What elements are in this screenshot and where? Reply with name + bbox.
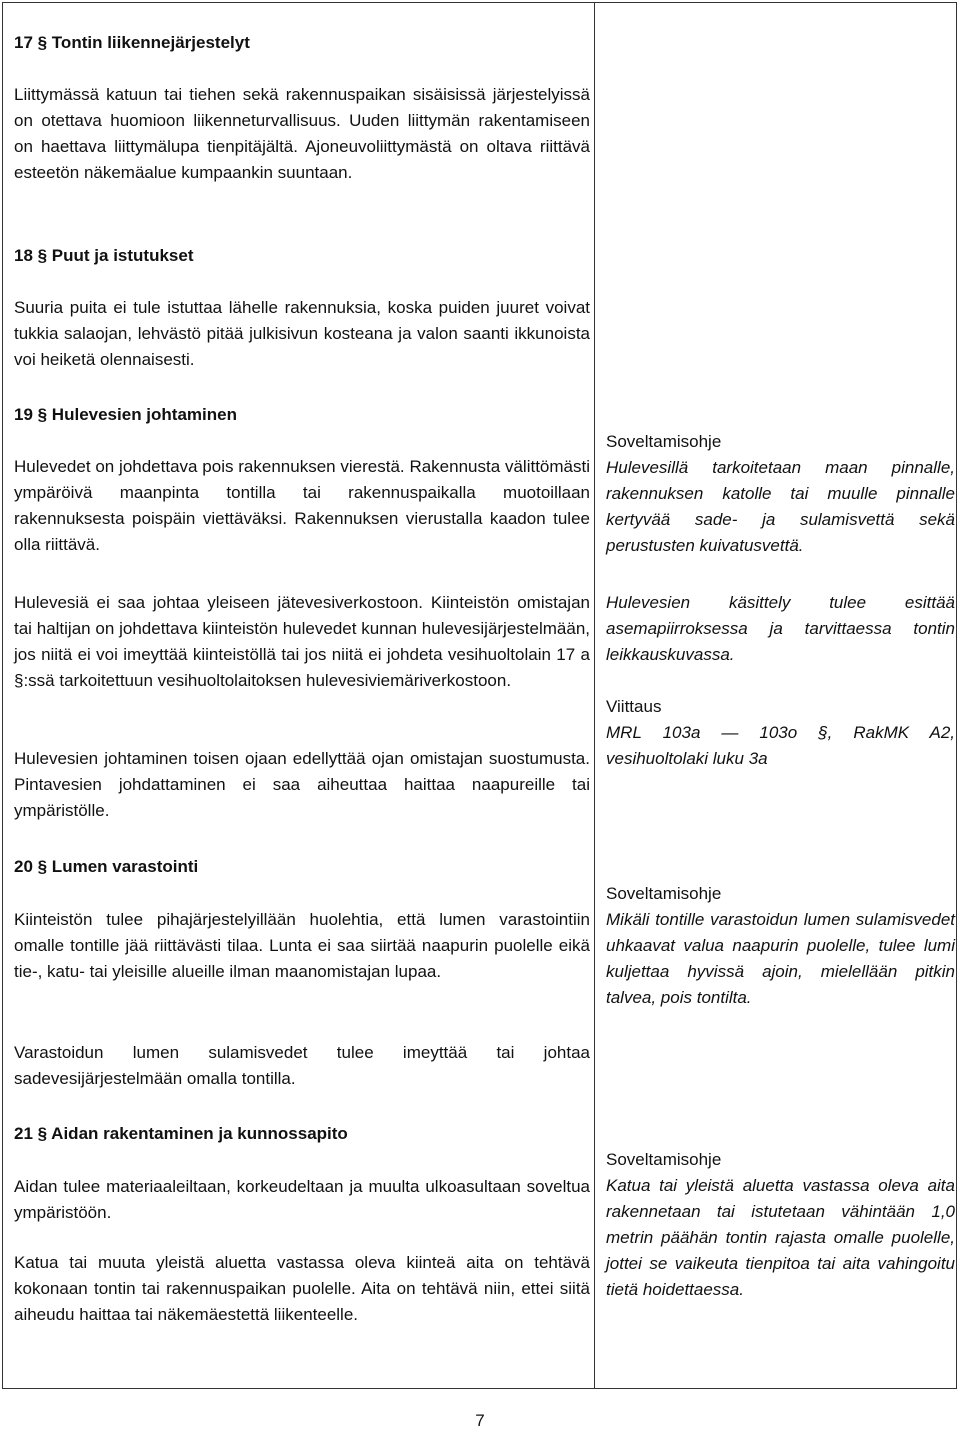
section-18-paragraph-1: Suuria puita ei tule istuttaa lähelle rakennuksia, koska puiden juuret voivat tukkia salaojan, lehvästö pitää julkisivun kosteana ja valon saanti ikkunoista voi heiketä olennaisesti.: [14, 298, 590, 369]
section-heading-18: 18 § Puut ja istutukset: [14, 246, 194, 265]
section-19-paragraph-2: Hulevesiä ei saa johtaa yleiseen jätevesiverkostoon. Kiinteistön omistajan tai haltijan on johdettava kiinteistön hulevedet kunnan hulevesijärjestelmään, jos niitä ei voi imeyttää kiinteistöllä tai jos niitä ei johdeta vesihuoltolain 17 a §:ssä tarkoitettuun vesihuoltolaitoksen hulevesiviemäriverkostoon.: [14, 593, 590, 690]
section-21-paragraph-1: Aidan tulee materiaaleiltaan, korkeudeltaan ja muulta ulkoasultaan soveltua ympäristöön.: [14, 1177, 590, 1222]
note-text: Katua tai yleistä aluetta vastassa oleva aita rakennetaan tai istutetaan vähintään 1,0 metrin päähän tontin rajasta omalle puolelle, jottei se vaikeuta tienpitoa tai aita vahingoitu tietä hoidettaessa.: [606, 1176, 955, 1299]
column-divider: [594, 2, 595, 1389]
reference-text: MRL 103a — 103o §, RakMK A2, vesihuoltolaki luku 3a: [606, 723, 955, 768]
section-heading-19: 19 § Hulevesien johtaminen: [14, 405, 237, 424]
note-title: Soveltamisohje: [606, 432, 722, 451]
page-number: 7: [475, 1411, 485, 1430]
note-title: Soveltamisohje: [606, 884, 722, 903]
note-text: Hulevesien käsittely tulee esittää asemapiirroksessa ja tarvittaessa tontin leikkauskuvassa.: [606, 593, 955, 664]
section-17-paragraph-1: Liittymässä katuun tai tiehen sekä rakennuspaikan sisäisissä järjestelyissä on otettava huomioon liikenneturvallisuus. Uuden liittymän rakentamiseen on haettava liittymälupa tienpitäjältä. Ajoneuvoliittymästä on oltava riittävä esteetön näkemäalue kumpaankin suuntaan.: [14, 85, 590, 182]
note-title: Soveltamisohje: [606, 1150, 722, 1169]
reference-title: Viittaus: [606, 697, 662, 716]
section-19-paragraph-3: Hulevesien johtaminen toisen ojaan edellyttää ojan omistajan suostumusta. Pintavesien johdattaminen ei saa aiheuttaa haittaa naapureille tai ympäristölle.: [14, 749, 590, 820]
note-text: Mikäli tontille varastoidun lumen sulamisvedet uhkaavat valua naapurin puolelle, tulee lumi kuljettaa hyvissä ajoin, mielellään pitkin talvea, pois tontilta.: [606, 910, 955, 1007]
section-heading-17: 17 § Tontin liikennejärjestelyt: [14, 33, 250, 52]
section-20-paragraph-2: Varastoidun lumen sulamisvedet tulee imeyttää tai johtaa sadevesijärjestelmään omalla tontilla.: [14, 1043, 590, 1088]
note-text: Hulevesillä tarkoitetaan maan pinnalle, rakennuksen katolle tai muulle pinnalle kertyvää sade- ja sulamisvettä sekä perustusten kuivatusvettä.: [606, 458, 955, 555]
section-heading-21: 21 § Aidan rakentaminen ja kunnossapito: [14, 1124, 348, 1143]
section-20-paragraph-1: Kiinteistön tulee pihajärjestelyillään huolehtia, että lumen varastointiin omalle tontille jää riittävästi tilaa. Lunta ei saa siirtää naapurin puolelle eikä tie-, katu- tai yleisille alueille ilman maanomistajan lupaa.: [14, 910, 590, 981]
section-19-paragraph-1: Hulevedet on johdettava pois rakennuksen vierestä. Rakennusta välittömästi ympäröivä maanpinta tontilla tai rakennuspaikalla muotoillaan rakennuksesta poispäin viettäväksi. Rakennuksen vierustalla kaadon tulee olla riittävä.: [14, 457, 590, 554]
section-heading-20: 20 § Lumen varastointi: [14, 857, 199, 876]
section-21-paragraph-2: Katua tai muuta yleistä aluetta vastassa oleva kiinteä aita on tehtävä kokonaan tontin tai rakennuspaikan puolelle. Aita on tehtävä niin, ettei siitä aiheudu haittaa tai näkemäestettä liikenteelle.: [14, 1253, 590, 1324]
